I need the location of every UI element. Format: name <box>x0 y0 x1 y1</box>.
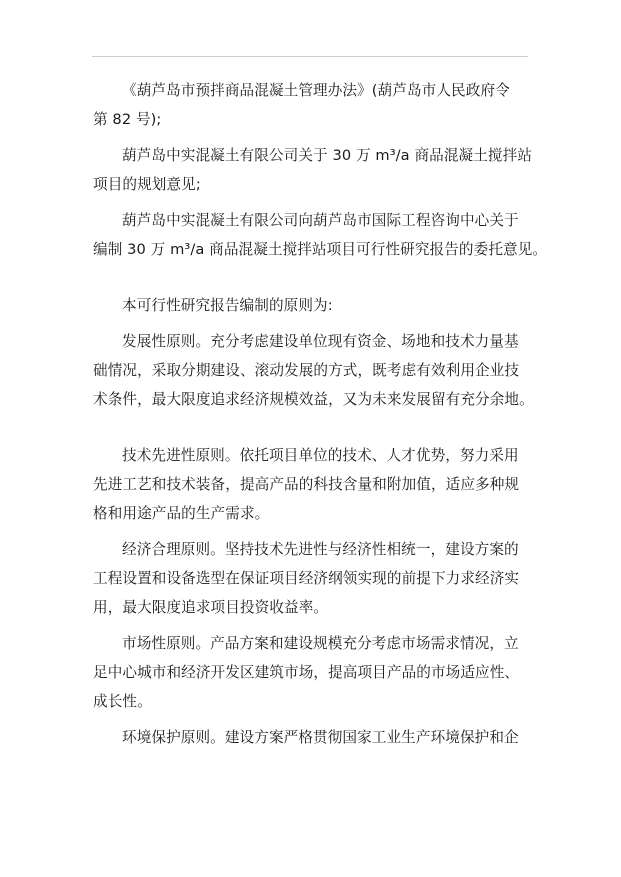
text-line: 环境保护原则。建设方案严格贯彻国家工业生产环境保护和企 <box>122 729 519 746</box>
text-line: 技术先进性原则。依托项目单位的技术、人才优势，努力采用 <box>122 447 519 464</box>
text-line: 第 82 号); <box>93 111 162 128</box>
text-line: 础情况，采取分期建设、滚动发展的方式，既考虑有效利用企业技 <box>93 362 520 379</box>
text-line: 用，最大限度追求项目投资收益率。 <box>93 599 329 616</box>
paragraph-principle-technology <box>93 441 529 528</box>
text-line: 术条件，最大限度追求经济规模效益，又为未来发展留有充分余地。 <box>93 391 534 408</box>
text-line: 本可行性研究报告编制的原则为: <box>122 297 333 314</box>
text-line: 市场性原则。产品方案和建设规模充分考虑市场需求情况，立 <box>122 635 519 652</box>
text-line: 格和用途产品的生产需求。 <box>93 505 270 522</box>
text-line: 工程设置和设备选型在保证项目经济纲领实现的前提下力求经济实 <box>93 570 520 587</box>
text-line: 足中心城市和经济开发区建筑市场，提高项目产品的市场适应性、 <box>93 664 520 681</box>
header-divider <box>92 56 528 57</box>
document-body <box>93 76 548 759</box>
text-line: 《葫芦岛市预拌商品混凝土管理办法》(葫芦岛市人民政府令 <box>122 82 510 99</box>
paragraph-principle-environment <box>93 723 529 752</box>
text-line: 成长性。 <box>93 693 152 710</box>
text-line: 经济合理原则。坚持技术先进性与经济性相统一，建设方案的 <box>122 541 519 558</box>
text-line: 葫芦岛中实混凝土有限公司关于 30 万 m³/a 商品混凝土搅拌站 <box>122 147 533 164</box>
text-line: 项目的规划意见; <box>93 176 201 193</box>
text-line: 葫芦岛中实混凝土有限公司向葫芦岛市国际工程咨询中心关于 <box>122 212 519 229</box>
paragraph-principle-market <box>93 629 529 716</box>
paragraph-basis-1 <box>93 76 529 134</box>
paragraph-principle-economy <box>93 535 529 622</box>
text-line: 先进工艺和技术装备，提高产品的科技含量和附加值，适应多种规 <box>93 476 520 493</box>
paragraph-basis-2 <box>93 141 533 199</box>
paragraph-principles-intro <box>93 291 529 320</box>
blank-line <box>93 271 529 291</box>
paragraph-basis-3 <box>93 206 548 264</box>
paragraph-principle-development <box>93 327 534 414</box>
blank-line <box>93 421 529 441</box>
text-line: 发展性原则。充分考虑建设单位现有资金、场地和技术力量基 <box>122 333 519 350</box>
text-line: 编制 30 万 m³/a 商品混凝土搅拌站项目可行性研究报告的委托意见。 <box>93 241 548 258</box>
